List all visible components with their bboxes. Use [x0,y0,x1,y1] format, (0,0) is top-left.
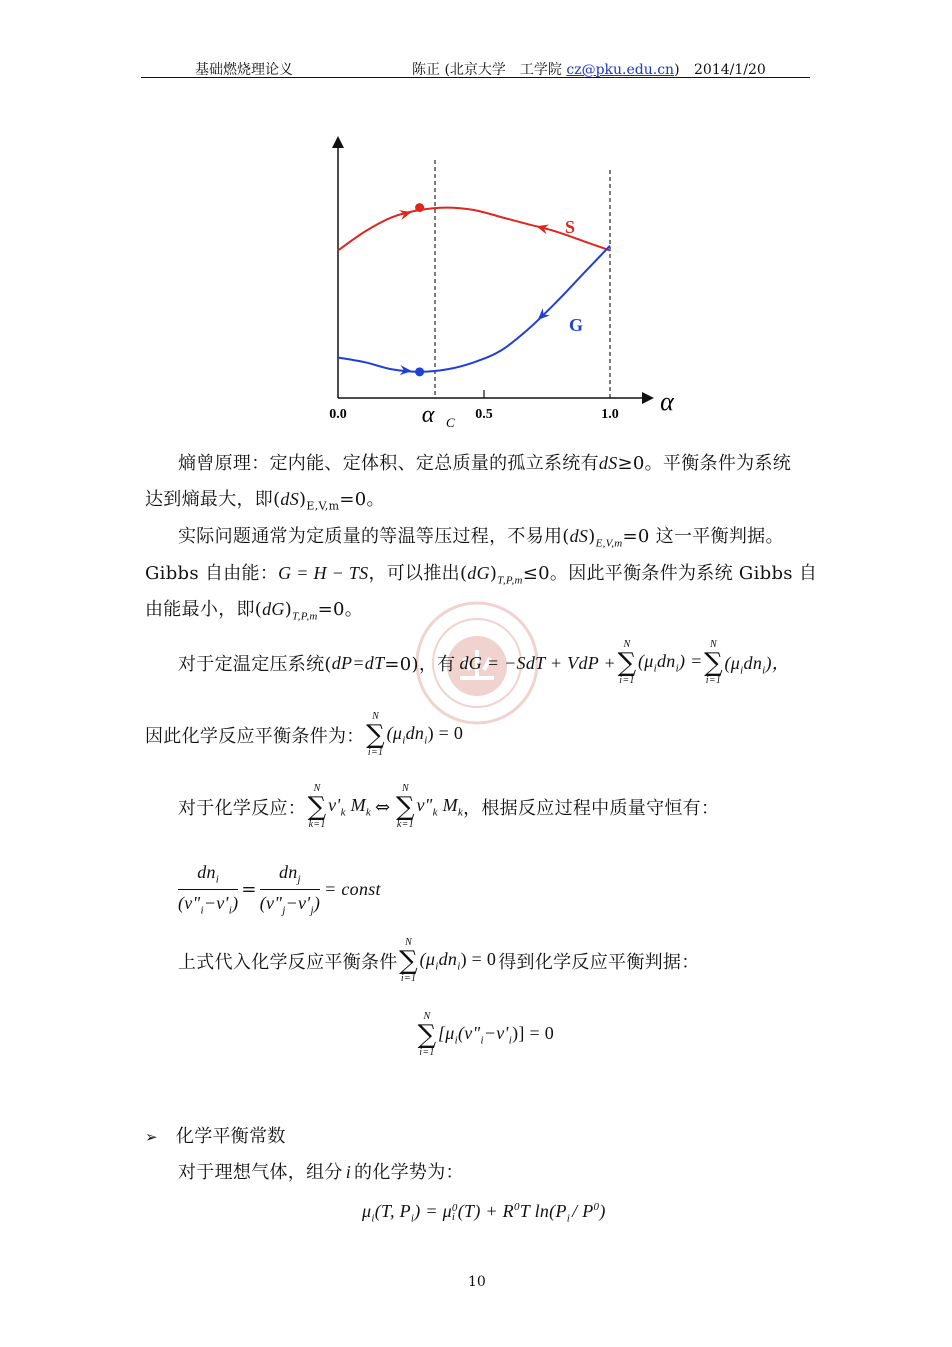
eq7-as: i [371,1212,375,1225]
eq4-den2bs: j [310,904,314,917]
paragraph-gibbs-line2 [145,559,817,587]
eq7-dsup: 0 [513,1201,520,1213]
eq5-c: ) = 0 [460,949,497,970]
eq4-frac-a [178,862,238,916]
p2-paren3: ) [284,599,293,620]
equation-chemical-potential [362,1201,606,1225]
eq4-equals: = [241,878,257,900]
eq2-i: i [402,734,406,747]
eq1-term-b [725,649,791,677]
eq7-fsup: 0 [593,1201,600,1213]
eq4-num1s: i [215,873,220,886]
eq6-sum-bot: i=1 [419,1047,435,1058]
eq3-sum-b: N ∑ k=1 [396,783,415,830]
eq3-r1: ν" [416,795,433,816]
eq6-cs: i [508,1034,513,1047]
paragraph-entropy-principle [178,449,791,475]
paragraph-gibbs-line1 [178,522,784,550]
eq3-sum-b-bot: k=1 [396,819,414,830]
eq3-right [416,795,463,819]
eq3-l1: ν' [328,795,341,816]
eq1-sum-a-bot: i=1 [619,675,635,686]
eq5-sum-top: N [405,937,413,948]
eq5-sum-bot: i=1 [400,973,417,984]
section-heading [145,1122,286,1148]
eq6-bs: i [480,1034,484,1047]
p2-ds: dS [569,526,589,546]
p3-text-a: 对于理想气体，组分 [178,1162,343,1183]
eq1-sum-b-bot: i=1 [705,675,722,686]
eq2-b: dn [405,723,425,744]
eq1-term4-i: i [740,664,744,677]
eq4-den1b: −ν' [203,892,229,913]
eq7-es: i [566,1212,571,1225]
eq2-a: (μ [386,723,403,744]
p2-dg: dG [467,563,490,583]
p2-text-e: =0 这一平衡判据。 [622,526,784,547]
eq4-rhs: = const [324,878,381,899]
eq6-b: (ν" [458,1023,481,1044]
eq4-den2: (ν" [259,892,283,913]
paragraph-ideal-gas [178,1158,464,1184]
eq4-num2s: j [297,873,301,886]
eq3-l2: M [350,795,366,816]
eq7-c: ) = μ [414,1201,452,1221]
eq3-l2s: k [365,806,372,819]
p1-sub: E,V,m [306,499,340,513]
eq5-sum: N ∑ i=1 [399,937,419,984]
p1-ds: dS [598,453,618,473]
eq1-sum-a: N ∑ i=1 [617,639,637,686]
eq5-i2: i [457,960,461,973]
eq7-f: / P [572,1201,594,1221]
eq4-den2c: ) [313,892,321,913]
p2-sub2: T,P,m [497,574,523,587]
eq2-c: ) = 0 [427,723,464,744]
series-label-s: S [564,217,576,237]
section-title: 化学平衡常数 [175,1126,286,1147]
eq2-term [387,723,464,747]
p2-paren: ) [588,526,596,547]
eq4-frac-b [260,862,320,916]
eq3-left [328,795,371,819]
eq5-tail: 得到化学反应平衡判据： [498,952,700,973]
x-axis-label: α [660,387,674,416]
extremum-marker-g [415,367,424,376]
eq3-tail: ，根据反应过程中质量守恒有： [463,798,720,819]
equation-dG [178,640,790,686]
eq6-sum: N ∑ i=1 [417,1011,437,1058]
eq1-term-i: i [653,662,657,675]
eq7-bs: i [410,1212,415,1225]
eq2-sum-bot: i=1 [367,747,384,758]
header-close-paren: ) [674,62,680,78]
p1-paren: ) [299,489,307,510]
p2-sub: E,V,m [595,537,623,550]
eq4-den2s: j [282,904,286,917]
header-author: 陈正 [412,62,440,78]
eq7-e: T ln(P [519,1201,567,1221]
eq6-as: i [454,1034,458,1047]
eq1-cond: dP=dT [331,652,385,673]
eq4-num-a [178,862,238,890]
eq6-sum-top: N [423,1011,431,1022]
eq1-term5: dn [743,653,763,674]
eq1-lhs: dG = −SdT + VdP + [459,652,616,673]
section-bullet-icon: ➢ [145,1128,158,1146]
eq3-arrow: ⇔ [375,796,391,818]
x-tick-label-2: 1.0 [601,407,619,422]
eq7-sub: i [451,1210,456,1223]
eq1-term5-i: i [762,664,766,677]
critical-alpha-label: α [421,402,435,428]
p2-text-l: ≤0。因此平衡条件为系统 Gibbs 自 [522,563,818,584]
eq4-den1c: ) [232,892,239,913]
paragraph-gibbs-line3 [145,595,363,623]
p1-ds2: dS [280,489,300,509]
eq6-c: −ν' [483,1023,509,1044]
eq3-sum-a: N ∑ k=1 [307,783,327,830]
eq7-b: (T, P [374,1201,411,1221]
critical-alpha-sub: C [446,415,455,430]
p1-text-h: =0。 [339,489,385,510]
p3-i: i [345,1162,352,1182]
eq4-den1s: i [200,904,204,917]
header-author-line [412,59,766,79]
header-date: 2014/1/20 [694,62,766,78]
header-rule [141,77,810,78]
eq2-sum: N ∑ i=1 [366,711,386,758]
p2-text-m: 由能最小，即( [145,599,263,620]
header-left: 基础燃烧理论义 [195,62,293,78]
eq3-r2s: k [457,806,464,819]
p2-text-h: ，可以推出( [368,563,468,584]
eq6-d: )] = 0 [512,1023,555,1044]
eq1-term6: )， [765,653,791,674]
eq7-a: μ [362,1201,372,1221]
equation-equilibrium-condition [145,712,463,758]
header-affiliation: (北京大学 工学院 [444,62,562,78]
eq4-num2: dn [278,862,298,882]
page-number: 10 [468,1274,486,1290]
eq4-num-b [260,862,320,890]
x-tick-label-0: 0.0 [329,407,347,422]
eq2-lead: 因此化学反应平衡条件为： [145,726,365,747]
eq5-i: i [435,960,439,973]
eq2-sum-top: N [372,711,380,722]
eq5-a: (μ [419,949,436,970]
x-tick-label-1: 0.5 [475,407,493,422]
p1-text-a: 熵曾原理：定内能、定体积、定总质量的孤立系统有 [178,453,599,474]
eq4-den-a [178,890,238,917]
eq1-term3: ) = [678,651,703,672]
eq1-term-a [638,651,703,675]
eq5-b: dn [438,949,458,970]
eq1-term2-i: i [675,662,679,675]
eq2-i2: i [424,734,428,747]
eq1-term4: (μ [724,653,741,674]
eq4-den1: (ν" [178,892,201,913]
eq3-lead: 对于化学反应： [178,798,307,819]
eq4-den-b [260,890,320,917]
paragraph-entropy-principle-line2 [145,485,385,513]
eq7-g: ) [599,1201,606,1221]
header-email-link[interactable]: cz@pku.edu.cn [566,62,675,78]
eq4-num1: dn [197,862,216,882]
equation-chemical-reaction [178,784,719,830]
eq5-term [420,949,497,973]
p2-paren2: ) [489,563,498,584]
eq1-cond2: =0)，有 [384,654,456,675]
p2-text-f: Gibbs 自由能： [145,563,279,584]
eq1-term: (μ [638,651,654,672]
p3-text-c: 的化学势为： [354,1162,464,1183]
p2-sub3: T,P,m [292,610,318,623]
p1-text-c: ≥0。平衡条件为系统 [617,453,792,474]
eq7-sup: 0 [451,1201,458,1214]
eq3-sum-b-top: N [401,783,409,794]
series-line-g [338,246,610,372]
equation-mass-conservation [178,862,381,916]
eq6-a: [μ [438,1023,455,1044]
eq4-den2b: −ν' [285,892,311,913]
eq3-r1s: k [432,806,438,819]
equation-equilibrium-criterion [416,1012,554,1058]
eq1-sum-b-top: N [710,639,717,650]
p2-dg2: dG [262,599,285,619]
entropy-gibbs-chart [300,130,700,430]
eq3-sum-a-top: N [313,783,321,794]
eq1-lead: 对于定温定压系统( [178,654,332,675]
eq7-d: (T) + R [457,1201,514,1221]
extremum-marker-s [415,203,424,212]
eq5-lead: 上式代入化学反应平衡条件 [178,952,398,973]
eq3-sum-a-bot: k=1 [308,819,326,830]
p2-text-a: 实际问题通常为定质量的等温等压过程，不易用( [178,526,570,547]
p1-text-d: 达到熵最大，即( [145,489,281,510]
p2-text-q: =0。 [317,599,364,620]
eq6-term [438,1023,554,1047]
p2-gibbs-def: G = H − TS [278,563,369,583]
eq3-r2: M [442,795,458,816]
eq1-sum-a-top: N [623,639,631,650]
eq1-term2: dn [657,651,676,672]
series-label-g: G [568,315,584,335]
eq1-sum-b: N ∑ i=1 [704,639,723,686]
eq4-den1bs: i [228,904,233,917]
eq3-l1s: k [340,806,346,819]
equation-substitution [178,938,700,984]
